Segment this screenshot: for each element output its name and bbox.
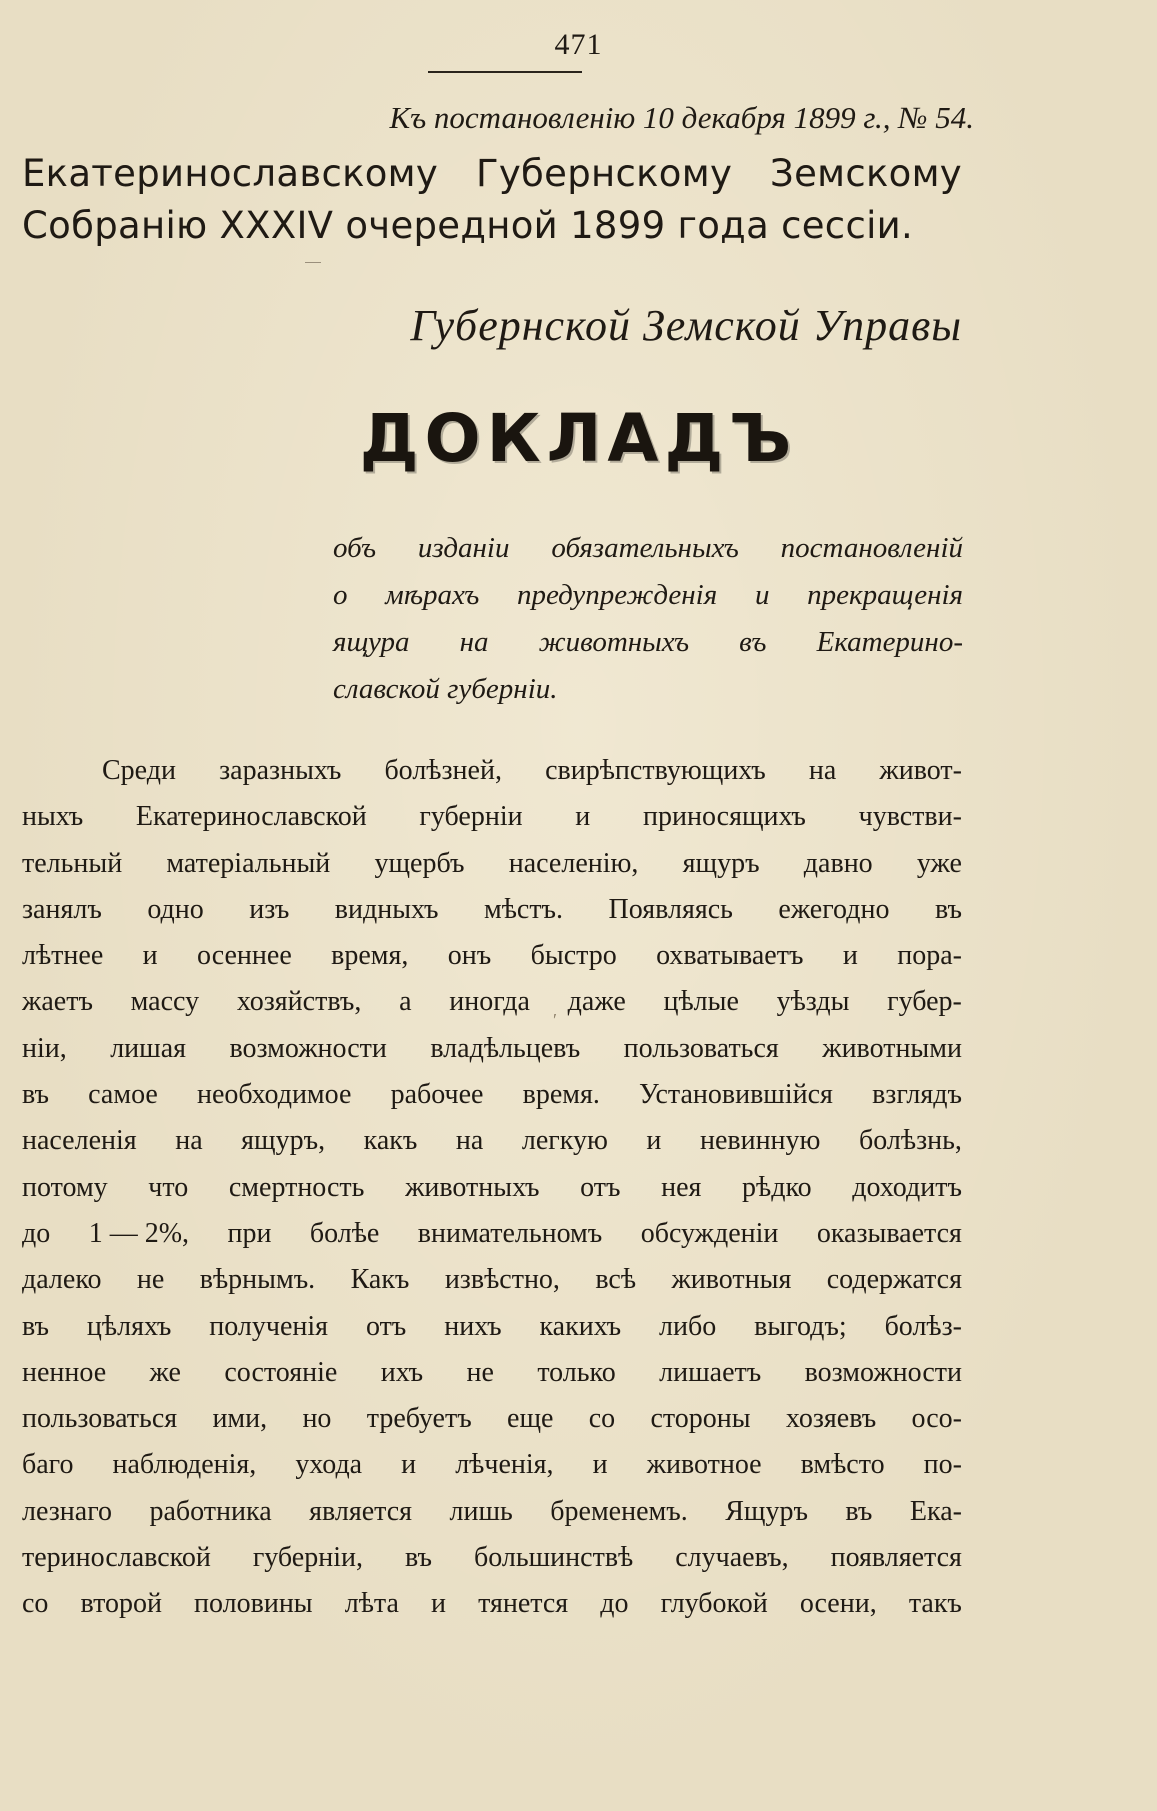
text-word: хозяйствъ, [236,986,362,1018]
text-word: онъ [447,940,492,972]
text-word: теринославской [22,1542,211,1574]
text-word: какихъ [539,1310,622,1342]
text-word: охватываетъ [656,940,804,972]
text-word: Екатеринославской [135,801,367,833]
text-word: доходитъ [852,1171,962,1203]
text-word: животное [646,1449,762,1481]
text-line [22,1072,962,1118]
text-word: рѣдко [742,1171,812,1203]
text-word: населенію, [508,847,639,879]
text-word: о [333,579,348,611]
text-line [22,1535,962,1581]
text-line [22,1489,962,1535]
text-line [22,979,962,1025]
text-word: болѣе [309,1217,380,1249]
text-word: животныхъ [405,1171,540,1203]
addressee-line-2: Собранію XXXIV очередной 1899 года сессіи. [22,204,914,247]
text-line [22,1442,962,1488]
text-word: работника [149,1495,272,1527]
text-word: лѣтнее [22,940,104,972]
text-word: на [808,755,837,786]
addressee-word: Губернскому [475,152,733,195]
text-word: объ [333,532,377,564]
text-word: и [142,940,158,972]
text-word: владѣльцевъ [430,1032,581,1064]
text-word: только [537,1356,616,1388]
text-word: отъ [365,1310,407,1342]
text-word: вмѣсто [800,1449,885,1481]
text-word: Установившійся [638,1079,833,1111]
text-word: случаевъ, [675,1542,789,1574]
text-word: быстро [530,940,617,972]
text-word: еще [507,1403,554,1435]
text-word: Среди [102,755,176,786]
text-word: свирѣпствующихъ [545,755,766,786]
text-word: содержатся [826,1264,962,1296]
text-word: губерніи, [252,1542,363,1574]
text-word: изданіи [417,532,510,564]
text-line [22,841,962,887]
text-word: глубокой [660,1588,768,1620]
text-word: одно [147,893,204,925]
text-word: какъ [363,1125,418,1157]
text-word: въ [404,1542,432,1574]
text-word: стороны [650,1403,751,1435]
page-number: 471 [554,28,603,61]
text-word: лишая [110,1032,187,1064]
text-word: обязательныхъ [551,532,739,564]
text-word: не [136,1264,165,1296]
text-word: предупрежденія [516,579,718,611]
paper-speck: ′ [553,1010,557,1030]
text-word: нея [661,1171,702,1203]
text-word: мѣстъ. [483,893,564,925]
text-line [22,1257,962,1303]
text-word: массу [130,986,200,1018]
text-word: ящура [333,626,410,658]
text-word: пользоваться [623,1032,779,1064]
text-word: ими, [212,1403,268,1435]
text-word: либо [659,1310,717,1342]
text-line [22,1211,962,1257]
text-word: приносящихъ [642,801,806,833]
text-word: изъ [249,893,290,925]
text-line: славской губерніи. [333,673,558,705]
text-word: а [399,986,412,1018]
text-word: тельный [22,847,123,879]
text-word: рабочее [390,1079,484,1111]
text-word: на [459,626,489,658]
text-word: лѣта [344,1588,399,1620]
text-word: Ека- [909,1495,962,1527]
text-word: въ [22,1310,50,1342]
text-word: ящуръ, [241,1125,326,1157]
text-word: внимательномъ [417,1217,603,1249]
addressee-word: Земскому [770,152,962,195]
text-word: появляется [830,1542,962,1574]
text-word: выгодъ; [754,1310,847,1342]
text-word: чувстви- [858,801,962,833]
text-word: лишаетъ [659,1356,762,1388]
text-word: но [302,1403,332,1435]
text-word: ныхъ [22,801,84,833]
text-word: пора- [897,940,962,972]
text-word: ненное [22,1356,107,1388]
text-word: даже [567,986,626,1018]
text-line [22,794,962,840]
text-word: состояніе [224,1356,338,1388]
text-word: 1 — 2%, [88,1217,190,1249]
text-word: лезнаго [22,1495,113,1527]
text-word: губерніи [419,801,523,833]
text-word: прекращенія [807,579,963,611]
text-line [22,748,962,794]
text-word: въ [845,1495,873,1527]
addressee-heading [22,148,962,252]
text-word: со [588,1403,616,1435]
addressee-line-1 [22,148,962,200]
text-word: возможности [804,1356,962,1388]
text-word: заразныхъ [219,755,342,786]
text-word: и [842,940,858,972]
text-word: обсужденіи [640,1217,779,1249]
text-line [22,1581,962,1627]
text-word: второй [80,1588,162,1620]
text-word: полученія [209,1310,329,1342]
text-word: животныя [671,1264,792,1296]
text-word: и [592,1449,608,1481]
text-word: оказывается [816,1217,962,1249]
text-word: въ [22,1079,50,1111]
text-word: въ [934,893,962,925]
text-word: ящуръ [682,847,760,879]
decorative-dash [305,262,321,263]
text-word: видныхъ [334,893,439,925]
text-word: болѣзней, [384,755,502,786]
text-word: большинствѣ [474,1542,634,1574]
text-word: Ящуръ [725,1495,808,1527]
text-word: извѣстно, [444,1264,560,1296]
text-word: цѣляхъ [86,1310,172,1342]
text-word: иногда [449,986,530,1018]
text-word: на [175,1125,203,1157]
text-line [333,572,963,619]
text-word: животныхъ [538,626,690,658]
text-word: Какъ [350,1264,410,1296]
text-word: баго [22,1449,74,1481]
text-word: ніи, [22,1032,67,1064]
text-word: мѣрахъ [385,579,480,611]
text-word: уѣзды [776,986,850,1018]
text-word: лѣченія, [455,1449,554,1481]
text-word: до [600,1588,629,1620]
text-word: отъ [580,1171,621,1203]
text-line [22,1304,962,1350]
text-word: Екатерино- [816,626,963,658]
text-word: не [466,1356,494,1388]
text-word: болѣзнь, [859,1125,962,1157]
text-word: и [401,1449,417,1481]
text-word: осени, [799,1588,877,1620]
text-word: же [149,1356,181,1388]
text-word: является [309,1495,413,1527]
text-word: цѣлые [663,986,739,1018]
text-word: требуетъ [366,1403,472,1435]
text-word: и [431,1588,447,1620]
text-word: населенія [22,1125,137,1157]
text-line [22,887,962,933]
text-word: необходимое [196,1079,352,1111]
text-word: время. [522,1079,600,1111]
body-text [22,748,962,1628]
text-line [22,1350,962,1396]
text-word: живот- [879,755,962,786]
text-word: такъ [908,1588,962,1620]
text-word: бременемъ. [550,1495,688,1527]
text-word: невинную [699,1125,821,1157]
report-subtitle [333,525,963,713]
text-line [333,619,963,666]
text-word: животными [822,1032,962,1064]
text-word: самое [88,1079,158,1111]
addressee-word: Екатеринославскому [22,152,439,195]
text-word: и [754,579,770,611]
text-word: уже [916,847,962,879]
text-word: осеннее [197,940,292,972]
page-number-rule [428,71,582,73]
text-word: ихъ [380,1356,424,1388]
text-word: по- [923,1449,962,1481]
text-word: вѣрнымъ. [199,1264,316,1296]
text-word: наблюденія, [112,1449,257,1481]
text-line [22,1026,962,1072]
text-line [22,933,962,979]
text-word: болѣз- [884,1310,962,1342]
text-word: матеріальный [166,847,331,879]
text-word: на [455,1125,484,1157]
text-word: возможности [229,1032,387,1064]
text-line [22,1118,962,1164]
text-word: до [22,1217,51,1249]
text-word: и [646,1125,662,1157]
text-word: далеко [22,1264,102,1296]
text-word: легкую [521,1125,608,1157]
text-word: занялъ [22,893,102,925]
text-word: при [227,1217,272,1249]
text-word: время, [331,940,409,972]
text-line [22,1396,962,1442]
text-word: пользоваться [22,1403,178,1435]
text-word: тянется [478,1588,569,1620]
text-word: хозяевъ [785,1403,877,1435]
text-word: ухода [295,1449,363,1481]
text-word: ежегодно [778,893,890,925]
resolution-reference: Къ постановленію 10 декабря 1899 г., № 54. [389,100,974,135]
text-word: въ [739,626,767,658]
text-word: половины [194,1588,313,1620]
text-word: что [148,1171,189,1203]
text-word: всѣ [595,1264,637,1296]
board-heading: Губернской Земской Управы [410,301,962,350]
text-word: постановленій [780,532,963,564]
text-line [22,1165,962,1211]
text-word: лишь [449,1495,513,1527]
text-word: потому [22,1171,108,1203]
text-word: губер- [887,986,962,1018]
text-word: Появляясь [608,893,733,925]
report-title: ДОКЛАДЪ [359,400,798,477]
text-word: давно [803,847,873,879]
text-word: и [575,801,591,833]
text-word: ущербъ [374,847,465,879]
text-line [333,525,963,572]
text-word: нихъ [444,1310,502,1342]
text-word: взглядъ [872,1079,962,1111]
text-word: со [22,1588,49,1620]
text-word: смертность [228,1171,365,1203]
text-word: осо- [911,1403,962,1435]
text-word: жаетъ [22,986,93,1018]
